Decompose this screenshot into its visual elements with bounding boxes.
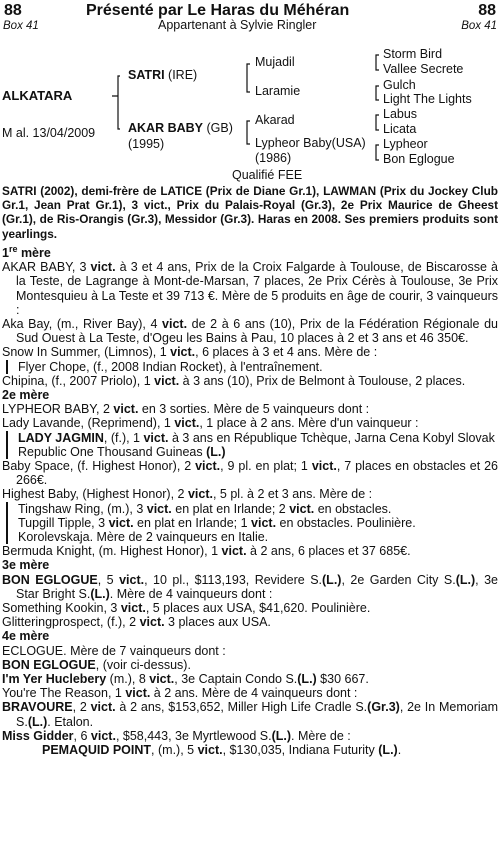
dam-sire: Akarad xyxy=(255,113,295,127)
produce-highest-baby: Highest Baby, (Highest Honor), 2 vict., 5 pl. à 2 et 3 ans. Mère de : xyxy=(2,487,373,502)
produce-baby-space: Baby Space, (f. Highest Honor), 2 vict., 9 pl. en plat; 1 vict., 7 places en obstacles et 26 266€. xyxy=(2,459,498,488)
produce-bravoure: BRAVOURE, 2 vict. à 2 ans, $153,652, Miller High Life Cradle S.(Gr.3), 2e In Memoriam S.(L.). Etalon. xyxy=(2,700,498,729)
produce-lady-lavande: Lady Lavande, (Reprimend), 1 vict., 1 place à 2 ans. Mère d'un vainqueur : xyxy=(2,416,419,431)
sire-sire: Mujadil xyxy=(255,55,295,69)
ggp-3: Gulch xyxy=(383,78,416,92)
third-dam-entry: BON EGLOGUE, 5 vict., 10 pl., $113,193, Revidere S.(L.), 2e Garden City S.(L.), 3e Star Bright S.(L.). Mère de 4 vainqueurs dont : xyxy=(2,572,498,601)
produce-youre-the-reason: You're The Reason, 1 vict. à 2 ans. Mère de 4 vainqueurs dont : xyxy=(2,686,358,701)
produce-tupgill-tipple: Tupgill Tipple, 3 vict. en plat en Irlande; 1 vict. en obstacles. Poulinière. xyxy=(18,515,416,530)
horse-info: M al. 13/04/2009 xyxy=(2,126,96,140)
dam-dam: Lypheor Baby(USA) xyxy=(255,136,366,150)
dam-dam-year: (1986) xyxy=(255,151,292,165)
ggp-1: Storm Bird xyxy=(383,47,443,61)
produce-bermuda-knight: Bermuda Knight, (m. Highest Honor), 1 vict. à 2 ans, 6 places et 37 685€. xyxy=(2,544,411,559)
produce-flyer-chope: Flyer Chope, (f., 2008 Indian Rocket), à l'entraînement. xyxy=(6,360,498,374)
produce-glitteringprospect: Glitteringprospect, (f.), 2 vict. 3 places aux USA. xyxy=(2,615,271,630)
produce-bon-eglogue: BON EGLOGUE, (voir ci-dessus). xyxy=(2,657,191,672)
dam: AKAR BABY (GB) xyxy=(128,121,233,135)
fourth-dam-entry: ECLOGUE. Mère de 7 vainqueurs dont : xyxy=(2,643,226,658)
box-left: Box 41 xyxy=(3,20,39,32)
lot-number-left: 88 xyxy=(4,2,22,19)
box-right: Box 41 xyxy=(461,20,497,32)
produce-something-kookin: Something Kookin, 3 vict., 5 places aux USA, $41,620. Poulinière. xyxy=(2,601,371,616)
sire-description: SATRI (2002), demi-frère de LATICE (Prix de Diane Gr.1), LAWMAN (Prix du Jockey Club Gr.1, Jean Prat Gr.1), 3 vict., Prix du Palais-Royal (Gr.3), 2e Prix Maurice de Gheest (Gr.1), de Ris-Orangis (Gr.3), Messidor (Gr.3). Haras en 2008. Ses premiers produits sont yearlings. xyxy=(2,184,498,241)
pedigree-brackets xyxy=(0,0,500,185)
owner-line: Appartenant à Sylvie Ringler xyxy=(158,18,317,32)
dam-year: (1995) xyxy=(128,137,165,151)
ggp-8: Bon Eglogue xyxy=(383,152,455,166)
section-4th-dam: 4e mère xyxy=(2,629,50,644)
produce-snow-in-summer: Snow In Summer, (Limnos), 1 vict., 6 places à 3 et 4 ans. Mère de : xyxy=(2,345,378,360)
ggp-4: Light The Lights xyxy=(383,92,472,106)
produce-aka-bay: Aka Bay, (m., River Bay), 4 vict. de 2 à 6 ans (10), Prix de la Fédération Régionale du Sud Ouest à La Teste, d'Ogeu les Bains à Pau, 10 places à 2 et 3 ans et 46 350€. xyxy=(2,316,498,346)
sire: SATRI (IRE) xyxy=(128,68,198,82)
page-title: Présenté par Le Haras du Méhéran xyxy=(86,2,350,19)
sire-dam: Laramie xyxy=(255,84,301,98)
produce-korolevskaja: Korolevskaja. Mère de 2 vainqueurs en Italie. xyxy=(18,530,269,545)
first-dam-entry: AKAR BABY, 3 vict. à 3 et 4 ans, Prix de la Croix Falgarde à Toulouse, de Biscarosse à la Teste, de Lagrange à Mont-de-Marsan, 7 places, 2e Prix Cérès à Toulouse, 3e Prix Montesquieu à La Teste et 39 713 €. Mère de 5 produits en âge de courir, 3 vainqueurs : xyxy=(2,260,499,317)
horse-name: ALKATARA xyxy=(2,88,73,103)
ggp-2: Vallee Secrete xyxy=(383,62,464,76)
highest-baby-produce xyxy=(6,502,498,545)
ggp-5: Labus xyxy=(383,107,418,121)
produce-tingshaw-ring: Tingshaw Ring, (m.), 3 vict. en plat en Irlande; 2 vict. en obstacles. xyxy=(18,501,392,516)
section-3rd-dam: 3e mère xyxy=(2,558,50,573)
produce-im-yer-huclebery: I'm Yer Huclebery (m.), 8 vict., 3e Captain Condo S.(L.) $30 667. xyxy=(2,672,369,687)
section-2nd-dam: 2e mère xyxy=(2,388,50,402)
ggp-6: Licata xyxy=(383,122,417,136)
catalogue-text xyxy=(2,184,498,757)
lot-number-right: 88 xyxy=(478,2,496,19)
produce-miss-gidder: Miss Gidder, 6 vict., $58,443, 3e Myrtlewood S.(L.). Mère de : xyxy=(2,728,351,743)
produce-chipina: Chipina, (f., 2007 Priolo), 1 vict. à 3 ans (10), Prix de Belmont à Toulouse, 2 places. xyxy=(2,373,466,388)
produce-lady-jagmin: LADY JAGMIN, (f.), 1 vict. à 3 ans en République Tchèque, Jarna Cena Kobyl Slovak Republic One Thousand Guineas (L.) xyxy=(6,431,498,459)
produce-pemaquid-point: PEMAQUID POINT, (m.), 5 vict., $130,035, Indiana Futurity (L.). xyxy=(42,743,402,758)
ggp-7: Lypheor xyxy=(383,137,428,151)
second-dam-entry: LYPHEOR BABY, 2 vict. en 3 sorties. Mère de 5 vainqueurs dont : xyxy=(2,402,370,417)
qualification: Qualifié FEE xyxy=(232,168,303,182)
section-1st-dam: 1re mère xyxy=(2,243,51,260)
